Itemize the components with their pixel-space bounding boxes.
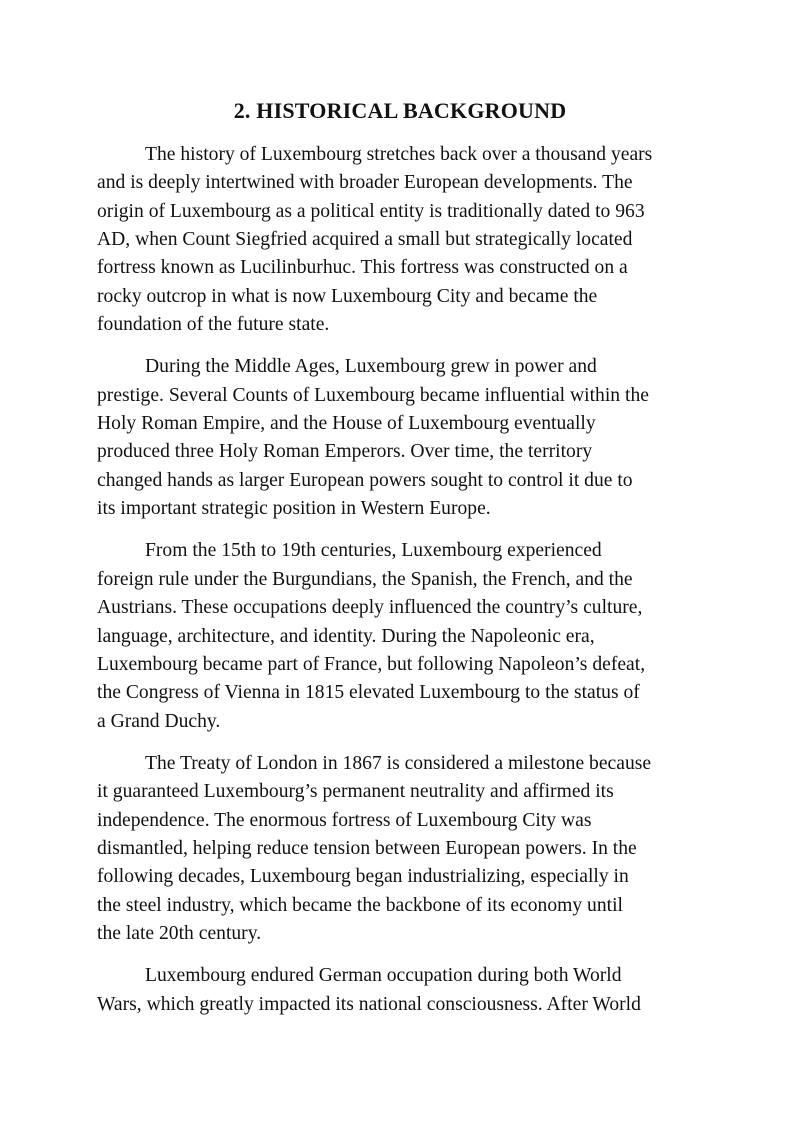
paragraph-2 (97, 353, 709, 523)
text-line: fortress known as Lucilinburhuc. This fortress was constructed on a (97, 257, 628, 279)
paragraph-5 (97, 962, 709, 1019)
section-heading: 2. HISTORICAL BACKGROUND (233, 98, 567, 123)
text-line: it guaranteed Luxembourg’s permanent neutrality and affirmed its (97, 781, 614, 803)
text-line: produced three Holy Roman Emperors. Over time, the territory (97, 441, 593, 463)
text-line: language, architecture, and identity. During the Napoleonic era, (97, 625, 595, 647)
text-line: prestige. Several Counts of Luxembourg became influential within the (97, 384, 649, 406)
text-line: During the Middle Ages, Luxembourg grew in power and (145, 356, 597, 378)
text-line: Luxembourg became part of France, but following Napoleon’s defeat, (97, 653, 646, 675)
paragraph-4 (97, 750, 709, 948)
text-line: AD, when Count Siegfried acquired a small but strategically located (97, 229, 633, 251)
text-line: From the 15th to 19th centuries, Luxembourg experienced (145, 540, 602, 562)
text-line: Austrians. These occupations deeply influenced the country’s culture, (97, 597, 643, 619)
text-line: and is deeply intertwined with broader European developments. The (97, 172, 633, 194)
text-line: foreign rule under the Burgundians, the Spanish, the French, and the (97, 568, 633, 590)
text-line: its important strategic position in Western Europe. (97, 498, 491, 520)
text-line: a Grand Duchy. (97, 710, 221, 732)
text-line: Wars, which greatly impacted its national consciousness. After World (97, 993, 641, 1015)
paragraph-1 (97, 141, 709, 339)
text-line: dismantled, helping reduce tension between European powers. In the (97, 837, 637, 859)
text-line: changed hands as larger European powers sought to control it due to (97, 469, 633, 491)
text-line: the late 20th century. (97, 922, 262, 944)
text-line: following decades, Luxembourg began industrializing, especially in (97, 866, 629, 888)
text-line: the Congress of Vienna in 1815 elevated Luxembourg to the status of (97, 682, 640, 704)
text-line: Holy Roman Empire, and the House of Luxembourg eventually (97, 413, 596, 435)
text-line: origin of Luxembourg as a political entity is traditionally dated to 963 (97, 200, 645, 222)
text-line: rocky outcrop in what is now Luxembourg City and became the (97, 285, 598, 307)
text-line: The Treaty of London in 1867 is considered a milestone because (145, 752, 652, 774)
text-line: foundation of the future state. (97, 314, 330, 336)
document-body (97, 141, 709, 1033)
text-line: independence. The enormous fortress of Luxembourg City was (97, 809, 592, 831)
text-line: Luxembourg endured German occupation during both World (145, 965, 622, 987)
text-line: The history of Luxembourg stretches back over a thousand years (145, 144, 653, 165)
paragraph-3 (97, 537, 709, 735)
text-line: the steel industry, which became the backbone of its economy until (97, 894, 623, 916)
